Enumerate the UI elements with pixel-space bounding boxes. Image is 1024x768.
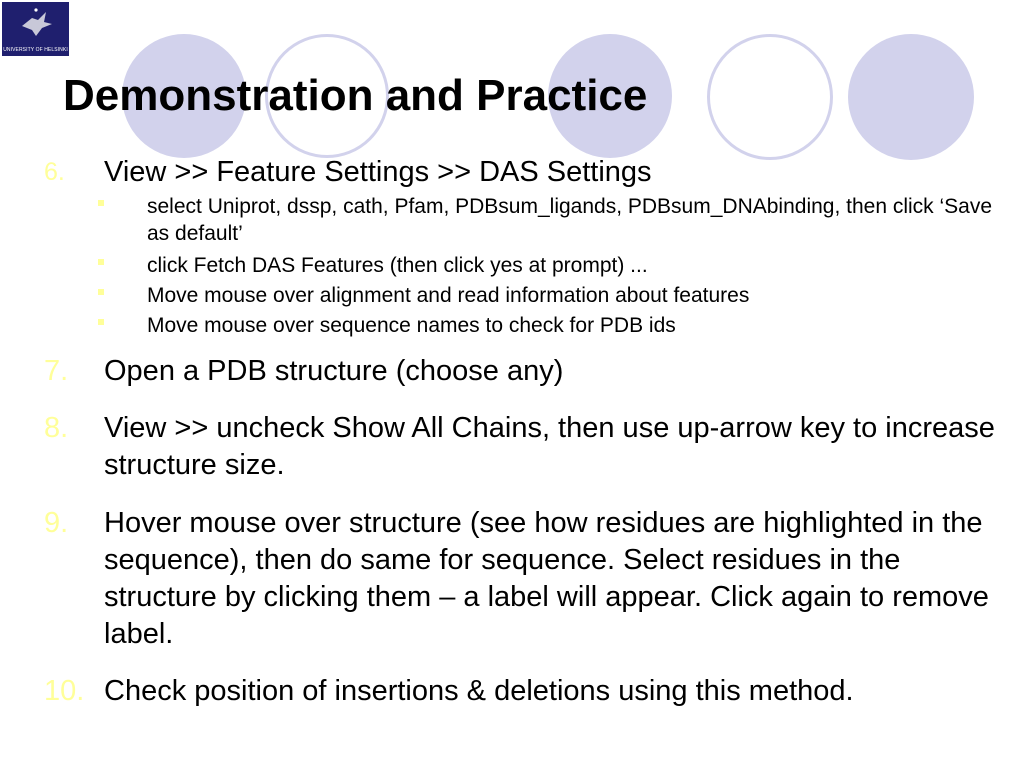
- logo-text: UNIVERSITY OF HELSINKI: [3, 47, 68, 53]
- item-text: View >> Feature Settings >> DAS Settings: [104, 156, 652, 188]
- item-text: Hover mouse over structure (see how residues are highlighted in the sequence), then do same for sequence. Select residues in the structure by clicking them – a label will appear. Click again to remove label.: [104, 507, 989, 650]
- item-number: 7.: [44, 355, 69, 387]
- sub-item-text: click Fetch DAS Features (then click yes at prompt) ...: [147, 254, 648, 277]
- bullet-icon: [98, 259, 104, 265]
- sub-item-text: Move mouse over alignment and read information about features: [147, 284, 750, 307]
- decorative-ring: [707, 34, 833, 160]
- item-number: 6.: [44, 158, 65, 186]
- item-text: View >> uncheck Show All Chains, then use up-arrow key to increase structure size.: [104, 412, 995, 481]
- item-number: 10.: [44, 675, 85, 707]
- bullet-icon: [98, 200, 104, 206]
- university-logo: [2, 2, 69, 56]
- bullet-icon: [98, 289, 104, 295]
- bullet-icon: [98, 319, 104, 325]
- item-number: 9.: [44, 507, 69, 539]
- decorative-circle: [848, 34, 974, 160]
- item-number: 8.: [44, 412, 69, 444]
- sub-item-text: Move mouse over sequence names to check for PDB ids: [147, 314, 676, 337]
- slide-title: Demonstration and Practice: [63, 71, 648, 120]
- sub-item-text: select Uniprot, dssp, cath, Pfam, PDBsum_ligands, PDBsum_DNAbinding, then click ‘Save as default’: [147, 195, 993, 245]
- item-text: Check position of insertions & deletions using this method.: [104, 675, 854, 707]
- bird-emblem-icon: [2, 2, 69, 46]
- item-text: Open a PDB structure (choose any): [104, 355, 564, 387]
